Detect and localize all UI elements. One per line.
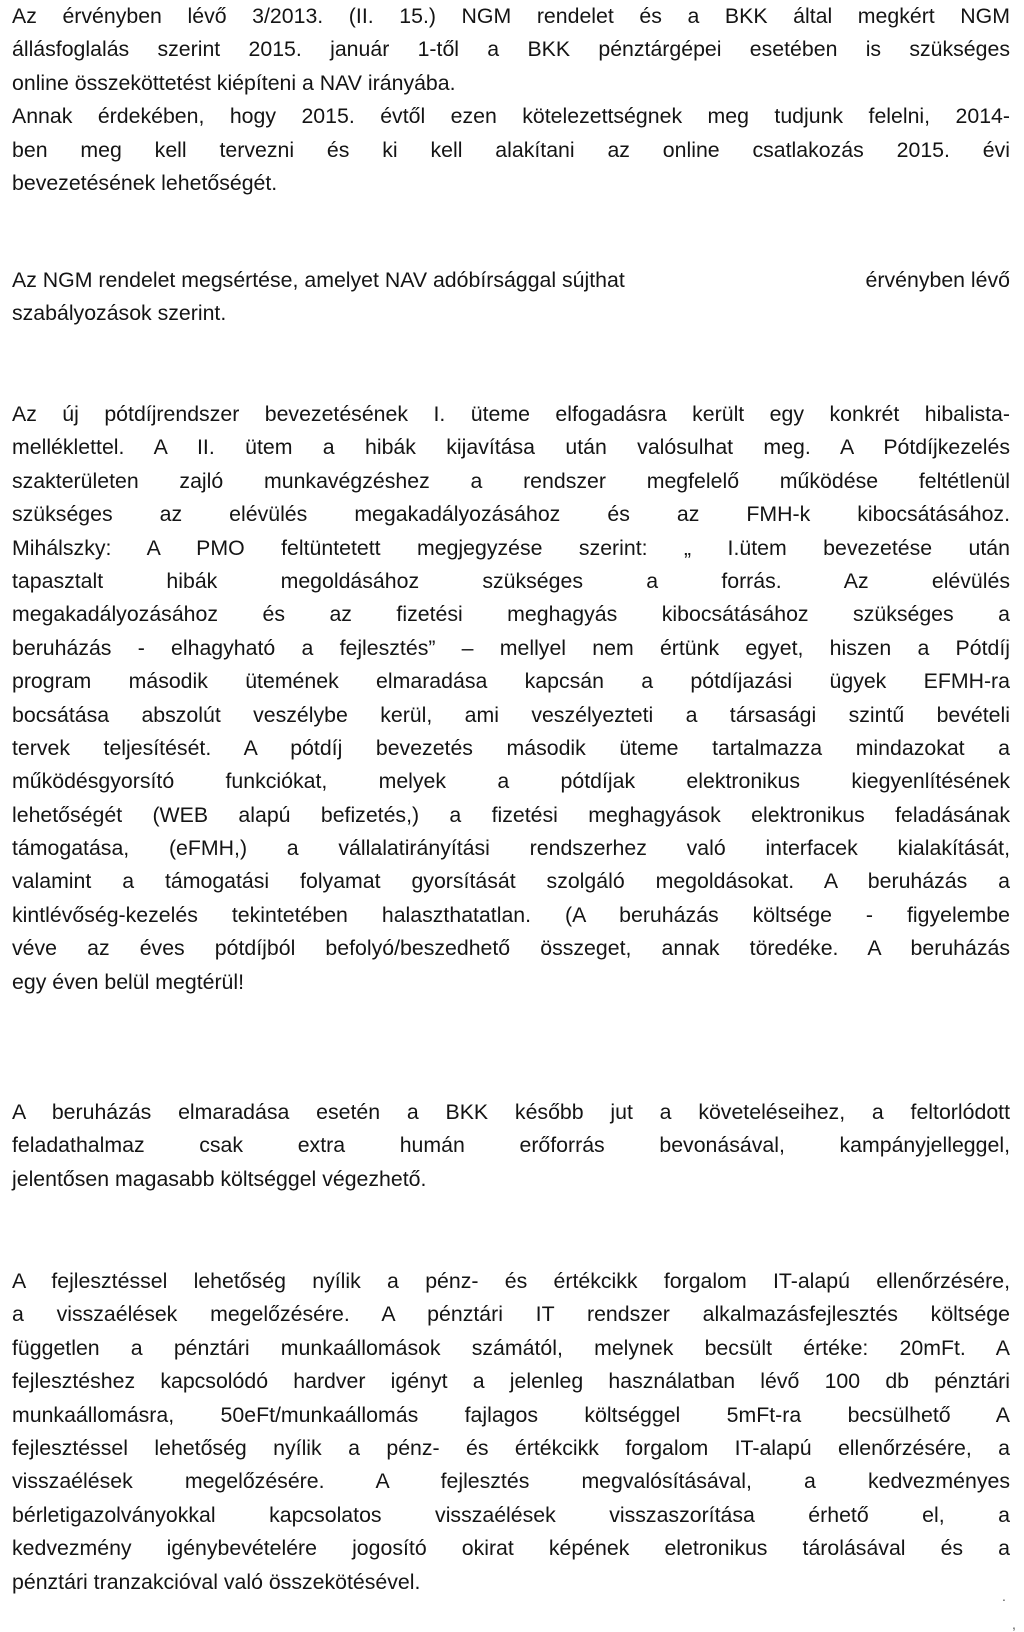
text-line: feladathalmaz csak extra humán erőforrás bevonásával, kampányjelleggel,: [12, 1133, 1010, 1158]
text-line: független a pénztári munkaállomások számától, melynek becsült értéke: 20mFt. A: [12, 1335, 1010, 1360]
text-line: szakterületen zajló munkavégzéshez a rendszer megfelelő működése feltétlenül: [12, 468, 1010, 493]
text-line: kedvezmény igénybevételére jogosító okirat képének eletronikus tárolásával és a: [12, 1536, 1010, 1561]
text-line: beruházás - elhagyható a fejlesztés” – mellyel nem értünk egyet, hiszen a Pótdíj: [12, 635, 1010, 660]
paragraph-development-costs: [12, 1265, 1010, 1599]
paragraph-ngm-regulation: [12, 0, 1010, 200]
text-line: bocsátása abszolút veszélybe kerül, ami veszélyezteti a társasági szintű bevételi: [12, 702, 1010, 727]
text-line: működésgyorsító funkciókat, melyek a pótdíjak elektronikus kiegyenlítésének: [12, 769, 1010, 794]
text-line: véve az éves pótdíjból befolyó/beszedhető összeget, annak töredéke. A beruházás: [12, 936, 1010, 961]
text-line: bevezetésének lehetőségét.: [12, 170, 278, 195]
text-segment-left: Az NGM rendelet megsértése, amelyet NAV adóbírsággal sújthat: [12, 268, 625, 292]
text-line: egy éven belül megtérül!: [12, 969, 245, 994]
text-line: fejlesztéshez kapcsolódó hardver igényt a jelenleg használatban lévő 100 db pénztári: [12, 1369, 1010, 1394]
text-line: lehetőségét (WEB alapú befizetés,) a fizetési meghagyások elektronikus feladásának: [12, 802, 1010, 827]
text-line: ben meg kell tervezni és ki kell alakítani az online csatlakozás 2015. évi: [12, 137, 1010, 162]
scan-artifact: ,: [1012, 1616, 1016, 1632]
text-line: Az érvényben lévő 3/2013. (II. 15.) NGM rendelet és a BKK által megkért NGM: [12, 4, 1010, 28]
text-line: valamint a támogatási folyamat gyorsítását szolgáló megoldásokat. A beruházás a: [12, 869, 1010, 894]
text-line: pénztári tranzakcióval való összekötésével.: [12, 1569, 421, 1594]
text-line: a visszaélések megelőzésére. A pénztári IT rendszer alkalmazásfejlesztés költsége: [12, 1302, 1010, 1327]
text-line: állásfoglalás szerint 2015. január 1-től a BKK pénztárgépei esetében is szükséges: [12, 37, 1010, 62]
text-line: A beruházás elmaradása esetén a BKK később jut a követeléseihez, a feltorlódott: [12, 1100, 1010, 1124]
text-line: Mihálszky: A PMO feltüntetett megjegyzése szerint: „ I.ütem bevezetése után: [12, 535, 1010, 560]
text-line: tapasztalt hibák megoldásához szükséges a forrás. Az elévülés: [12, 568, 1010, 593]
text-line: tervek teljesítését. A pótdíj bevezetés második üteme tartalmazza mindazokat a: [12, 735, 1010, 760]
text-line: kintlévőség-kezelés tekintetében halaszthatatlan. (A beruházás költsége - figyelembe: [12, 902, 1010, 927]
text-line: bérletigazolványokkal kapcsolatos visszaélések visszaszorítása érhető el, a: [12, 1502, 1010, 1527]
text-line: megakadályozásához és az fizetési meghagyás kibocsátásához szükséges a: [12, 602, 1010, 627]
text-line: támogatása, (eFMH,) a vállalatirányítási rendszerhez való interfacek kialakítását,: [12, 836, 1010, 861]
text-line: Annak érdekében, hogy 2015. évtől ezen kötelezettségnek meg tudjunk felelni, 2014-: [12, 104, 1010, 129]
text-line: fejlesztéssel lehetőség nyílik a pénz- és értékcikk forgalom IT-alapú ellenőrzésére, a: [12, 1435, 1010, 1460]
paragraph-investment-delay: [12, 1096, 1010, 1196]
paragraph-ngm-violation: [12, 264, 1010, 331]
text-segment-right: érvényben lévő: [865, 268, 1010, 292]
text-line: Az új pótdíjrendszer bevezetésének I. üteme elfogadásra került egy konkrét hibalista-: [12, 402, 1010, 426]
text-line: online összeköttetést kiépíteni a NAV irányába.: [12, 70, 456, 95]
scan-artifact: .: [1002, 1588, 1006, 1604]
text-line: melléklettel. A II. ütem a hibák kijavítása után valósulhat meg. A Pótdíjkezelés: [12, 435, 1010, 460]
paragraph-surcharge-system: [12, 398, 1010, 999]
text-line: [12, 264, 1010, 297]
text-line: jelentősen magasabb költséggel végezhető.: [12, 1166, 427, 1191]
text-line: munkaállomásra, 50eFt/munkaállomás fajlagos költséggel 5mFt-ra becsülhető A: [12, 1402, 1010, 1427]
text-line: visszaélések megelőzésére. A fejlesztés megvalósításával, a kedvezményes: [12, 1469, 1010, 1494]
text-line: A fejlesztéssel lehetőség nyílik a pénz- és értékcikk forgalom IT-alapú ellenőrzésére,: [12, 1269, 1010, 1293]
text-line: szabályozások szerint.: [12, 301, 227, 326]
text-line: szükséges az elévülés megakadályozásához és az FMH-k kibocsátásához.: [12, 502, 1010, 527]
text-line: program második ütemének elmaradása kapcsán a pótdíjazási ügyek EFMH-ra: [12, 669, 1010, 694]
